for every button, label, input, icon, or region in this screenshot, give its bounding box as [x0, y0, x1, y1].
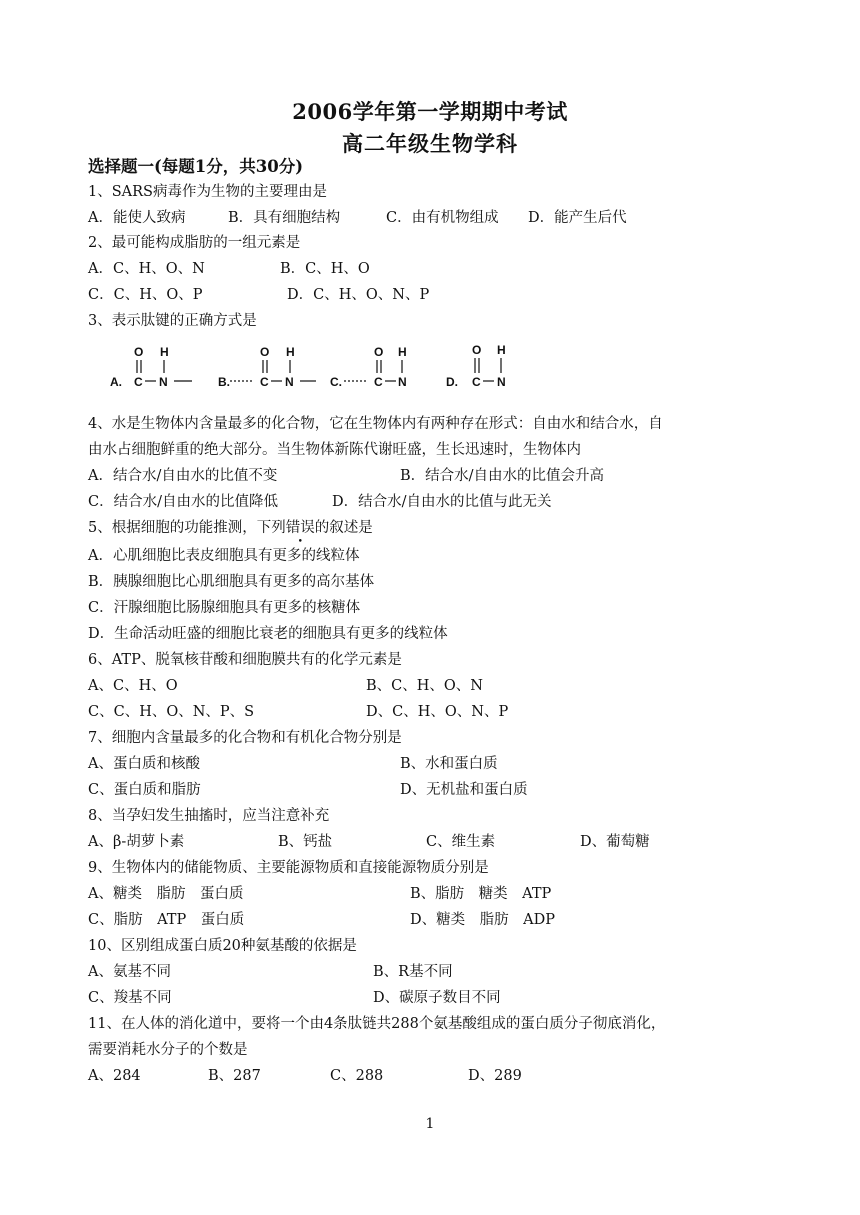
question-10-option-d: D、碳原子数目不同: [373, 990, 501, 1006]
question-4-option-d: D．结合水/自由水的比值与此无关: [332, 494, 552, 510]
question-7-stem: 7、细胞内含量最多的化合物和有机化合物分别是: [88, 730, 402, 746]
question-11-option-a: A、284: [88, 1068, 141, 1084]
label-d: D.: [446, 375, 458, 389]
question-9-option-d: D、糖类 脂肪 ADP: [410, 912, 555, 928]
atom-o-d: O: [472, 343, 482, 357]
question-7-option-c: C、蛋白质和脂肪: [88, 782, 201, 798]
atom-o-b: O: [260, 345, 270, 359]
question-1-option-d: D．能产生后代: [528, 210, 627, 226]
question-5-stem-end: 的叙述是: [314, 520, 373, 536]
question-10-option-b: B、R基不同: [373, 964, 453, 980]
atom-c-c: C: [374, 375, 383, 389]
question-2-option-b: B．C、H、O: [280, 261, 370, 277]
atom-n-c: N: [398, 375, 407, 389]
question-1-option-b: B．具有细胞结构: [228, 210, 341, 226]
question-11-option-c: C、288: [330, 1068, 384, 1084]
question-10-option-c: C、羧基不同: [88, 990, 172, 1006]
atom-o-c: O: [374, 345, 384, 359]
atom-o-a: O: [134, 345, 144, 359]
atom-c-d: C: [472, 375, 481, 389]
question-10-option-a: A、氨基不同: [88, 964, 171, 980]
question-7-option-d: D、无机盐和蛋白质: [400, 782, 528, 798]
question-3-stem: 3、表示肽键的正确方式是: [88, 313, 257, 329]
atom-c-b: C: [260, 375, 269, 389]
question-8-option-a: A、β-胡萝卜素: [88, 834, 185, 850]
question-7-option-b: B、水和蛋白质: [400, 756, 498, 772]
atom-h-c: H: [398, 345, 407, 359]
atom-n-a: N: [159, 375, 168, 389]
exam-title: 2006学年第一学期期中考试: [292, 99, 568, 124]
atom-h-a: H: [160, 345, 169, 359]
question-11-option-d: D、289: [468, 1068, 522, 1084]
question-1-stem: 1、SARS病毒作为生物的主要理由是: [88, 184, 327, 200]
question-6-option-d: D、C、H、O、N、P: [366, 704, 509, 720]
question-5-option-c: C．汗腺细胞比肠腺细胞具有更多的核糖体: [88, 600, 361, 616]
question-4-stem-line-1: 4、水是生物体内含量最多的化合物，它在生物体内有两种存在形式：自由水和结合水，自: [88, 416, 663, 432]
question-5-emphasis: 错误: [285, 520, 315, 536]
question-11-option-b: B、287: [208, 1068, 261, 1084]
question-6-option-a: A、C、H、O: [88, 678, 178, 694]
question-9-option-c: C、脂肪 ATP 蛋白质: [88, 912, 245, 928]
question-8-option-b: B、钙盐: [278, 834, 333, 850]
question-8-stem: 8、当孕妇发生抽搐时，应当注意补充: [88, 808, 330, 824]
question-6-option-c: C、C、H、O、N、P、S: [88, 704, 255, 720]
structure-a: [110, 345, 192, 389]
question-1-option-c: C．由有机物组成: [386, 210, 499, 226]
question-11-stem-line-2: 需要消耗水分子的个数是: [88, 1042, 248, 1058]
question-6-stem: 6、ATP、脱氧核苷酸和细胞膜共有的化学元素是: [88, 652, 402, 668]
atom-h-b: H: [286, 345, 295, 359]
atom-h-d: H: [497, 343, 506, 357]
question-5-stem: [88, 518, 373, 538]
section-heading: 选择题一(每题1分，共30分): [88, 157, 304, 176]
question-5-option-b: B．胰腺细胞比心肌细胞具有更多的高尔基体: [88, 574, 375, 590]
question-4-stem-line-2: 由水占细胞鲜重的绝大部分。当生物体新陈代谢旺盛，生长迅速时，生物体内: [88, 442, 581, 458]
question-4-option-c: C．结合水/自由水的比值降低: [88, 494, 278, 510]
structure-d: [446, 343, 506, 389]
question-2-stem: 2、最可能构成脂肪的一组元素是: [88, 235, 301, 251]
atom-c-a: C: [134, 375, 143, 389]
question-5-option-a: A．心肌细胞比表皮细胞具有更多的线粒体: [88, 548, 360, 564]
question-2-option-c: C．C、H、O、P: [88, 287, 203, 303]
peptide-bond-structures-figure: [104, 340, 544, 392]
label-b: B.: [218, 375, 230, 389]
label-a: A.: [110, 375, 122, 389]
question-2-option-d: D．C、H、O、N、P: [287, 287, 430, 303]
label-c: C.: [330, 375, 342, 389]
question-6-option-b: B、C、H、O、N: [366, 678, 483, 694]
question-9-stem: 9、生物体内的储能物质、主要能源物质和直接能源物质分别是: [88, 860, 489, 876]
question-5-option-d: D．生命活动旺盛的细胞比衰老的细胞具有更多的线粒体: [88, 626, 448, 642]
exam-subtitle: 高二年级生物学科: [342, 131, 518, 156]
question-1-option-a: A．能使人致病: [88, 210, 186, 226]
question-9-option-a: A、糖类 脂肪 蛋白质: [88, 886, 244, 902]
question-4-option-a: A．结合水/自由水的比值不变: [88, 468, 278, 484]
question-11-stem-line-1: 11、在人体的消化道中，要将一个由4条肽链共288个氨基酸组成的蛋白质分子彻底消化，: [88, 1016, 666, 1032]
atom-n-b: N: [285, 375, 294, 389]
structure-b: [218, 345, 316, 389]
question-2-option-a: A．C、H、O、N: [88, 261, 205, 277]
page-number: 1: [425, 1116, 435, 1132]
question-8-option-d: D、葡萄糖: [580, 834, 650, 850]
question-8-option-c: C、维生素: [426, 834, 496, 850]
question-7-option-a: A、蛋白质和核酸: [88, 756, 200, 772]
question-4-option-b: B．结合水/自由水的比值会升高: [400, 468, 605, 484]
question-5-stem-start: 5、根据细胞的功能推测，下列: [88, 520, 286, 536]
question-9-option-b: B、脂肪 糖类 ATP: [410, 886, 552, 902]
atom-n-d: N: [497, 375, 506, 389]
question-10-stem: 10、区别组成蛋白质20种氨基酸的依据是: [88, 938, 357, 954]
structure-c: [330, 345, 407, 389]
